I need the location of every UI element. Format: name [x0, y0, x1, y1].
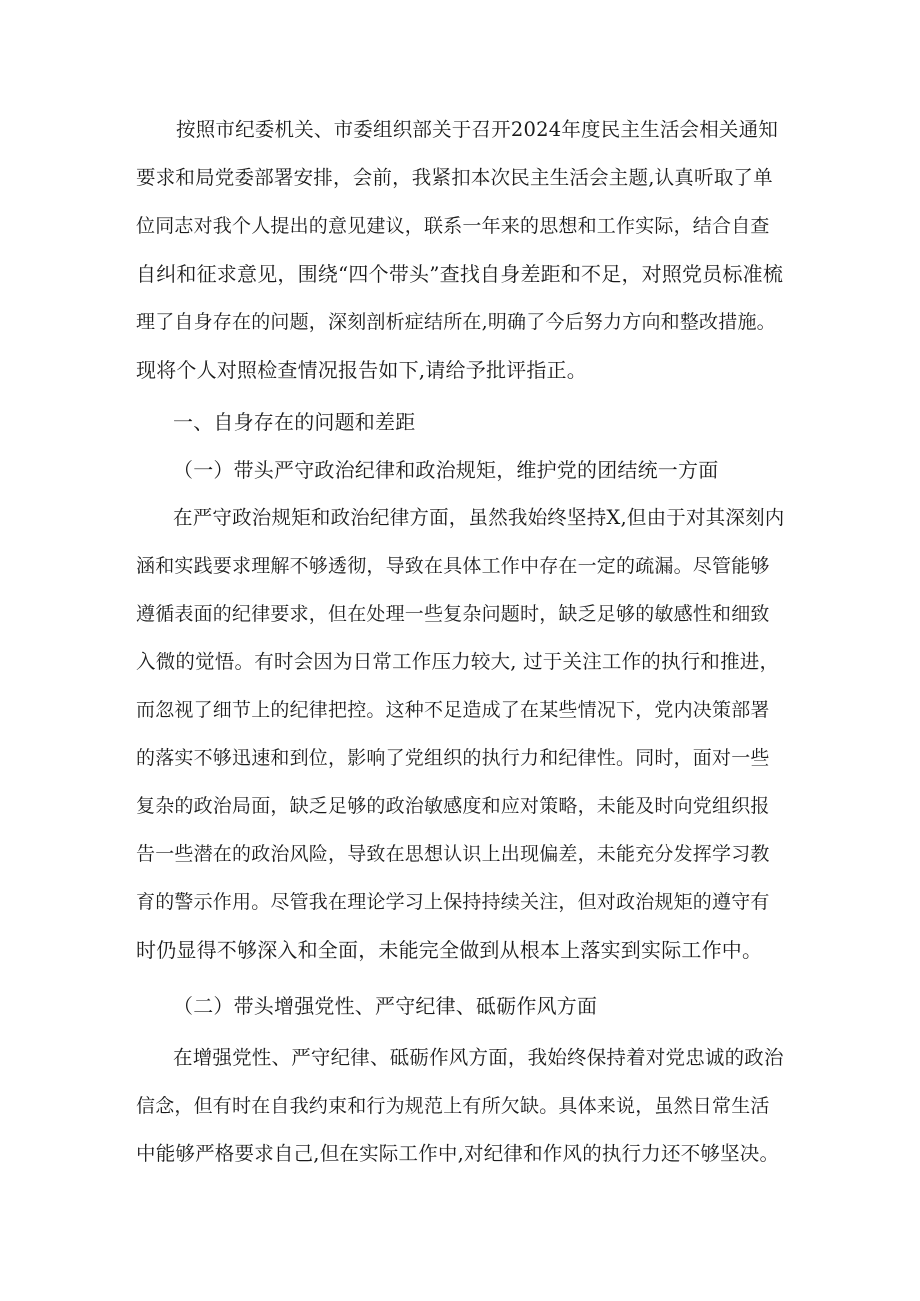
- paragraph-2-line-3: 遵循表面的纪律要求，但在处理一些复杂问题时，缺乏足够的敏感性和细致: [136, 603, 770, 625]
- paragraph-1-line-2: 要求和局党委部署安排，会前，我紧扣本次民主生活会主题,认真听取了单: [136, 166, 773, 189]
- paragraph-1-line-5: 理了自身存在的问题，深刻剖析症结所在,明确了今后努力方向和整改措施。: [136, 311, 776, 333]
- paragraph-1-line-1: 按照市纪委机关、市委组织部关于召开2024年度民主生活会相关通知: [176, 118, 779, 141]
- subheading-1: （一）带头严守政治纪律和政治规矩，维护党的团结统一方面: [173, 458, 719, 482]
- paragraph-1-line-3: 位同志对我个人提出的意见建议，联系一年来的思想和工作实际，结合自查: [136, 215, 770, 237]
- paragraph-2-line-6: 的落实不够迅速和到位，影响了党组织的执行力和纪律性。同时，面对一些: [136, 747, 770, 769]
- paragraph-2-line-10: 时仍显得不够深入和全面，未能完全做到从根本上落实到实际工作中。: [136, 938, 763, 962]
- paragraph-2-line-5: 而忽视了细节上的纪律把控。这种不足造成了在某些情况下，党内决策部署: [136, 699, 770, 721]
- section-heading: 一、自身存在的问题和差距: [173, 410, 416, 434]
- paragraph-1-line-4: 自纠和征求意见，围绕“四个带头”查找自身差距和不足，对照党员标准梳: [136, 262, 784, 286]
- paragraph-3-line-2: 信念，但有时在自我约束和行为规范上有所欠缺。具体来说，虽然日常生活: [136, 1095, 770, 1117]
- paragraph-2-line-2: 涵和实践要求理解不够透彻，导致在具体工作中存在一定的疏漏。尽管能够: [136, 555, 770, 577]
- paragraph-2-line-1: 在严守政治规矩和政治纪律方面，虽然我始终坚持X,但由于对其深刻内: [173, 506, 785, 529]
- subheading-2: （二）带头增强党性、严守纪律、砥砺作风方面: [173, 994, 598, 1018]
- paragraph-2-line-8: 告一些潜在的政治风险，导致在思想认识上出现偏差，未能充分发挥学习教: [136, 843, 770, 865]
- paragraph-2-line-9: 育的警示作用。尽管我在理论学习上保持持续关注，但对政治规矩的遵守有: [136, 891, 770, 913]
- paragraph-2-line-7: 复杂的政治局面，缺乏足够的政治敏感度和应对策略，未能及时向党组织报: [136, 795, 770, 817]
- paragraph-3-line-3: 中能够严格要求自己,但在实际工作中,对纪律和作风的执行力还不够坚决。: [136, 1142, 780, 1165]
- paragraph-3-line-1: 在增强党性、严守纪律、砥砺作风方面，我始终保持着对党忠诚的政治: [173, 1046, 784, 1069]
- paragraph-1-line-6: 现将个人对照检查情况报告如下,请给予批评指正。: [136, 358, 587, 382]
- paragraph-2-line-4: 入微的觉悟。有时会因为日常工作压力较大, 过于关注工作的执行和推进，: [136, 650, 780, 673]
